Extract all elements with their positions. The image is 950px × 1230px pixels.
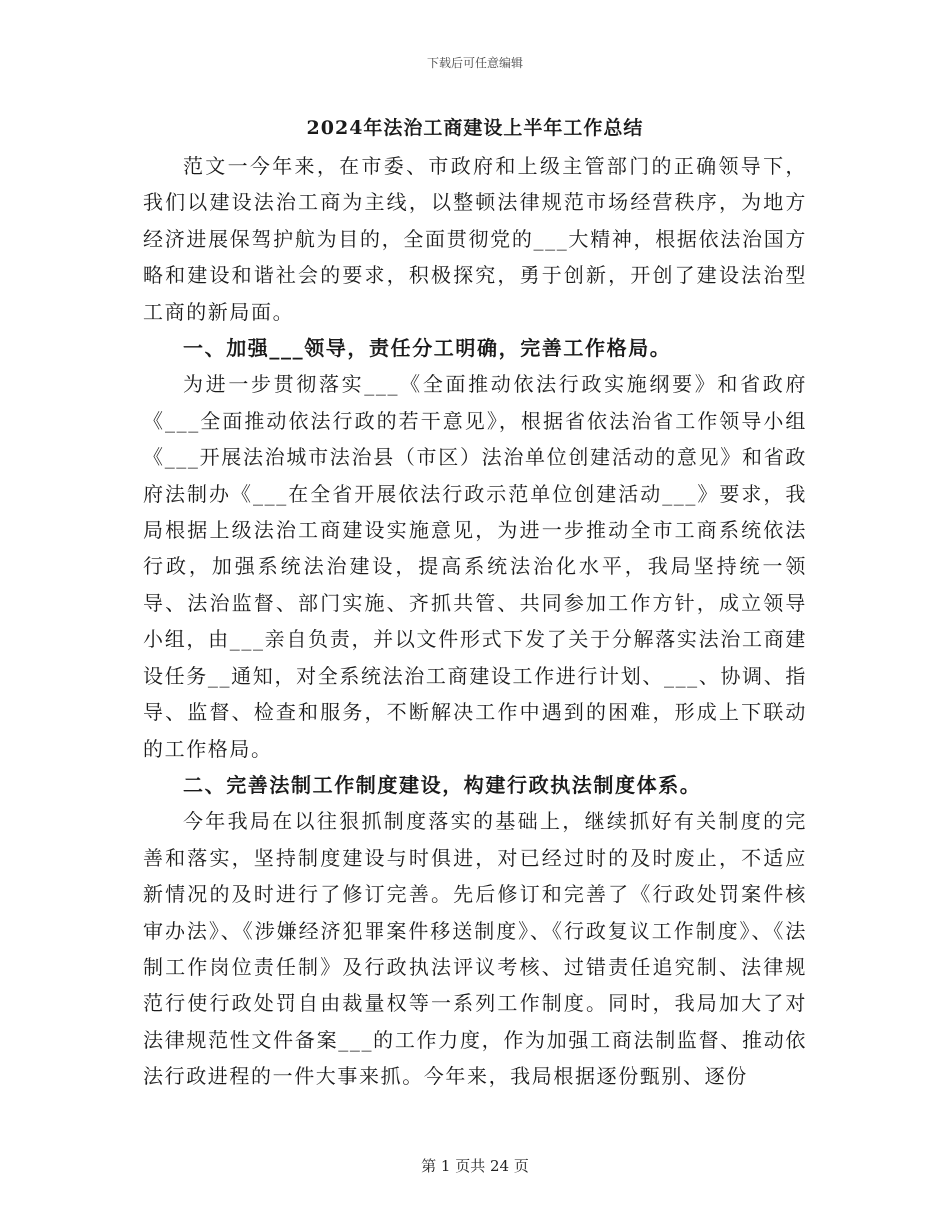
document-title: 2024年法治工商建设上半年工作总结 xyxy=(306,117,644,139)
page-header-note: 下载后可任意编辑 xyxy=(426,56,523,70)
paragraph-section-2: 今年我局在以往狠抓制度落实的基础上，继续抓好有关制度的完善和落实，坚持制度建设与时俱进，对已经过时的及时废止，不适应新情况的及时进行了修订完善。先后修订和完善了《行政处罚案件核审办法》、《涉嫌经济犯罪案件移送制度》、《行政复议工作制度》、《法制工作岗位责任制》及行政执法评议考核、过错责任追究制、法律规范行使行政处罚自由裁量权等一系列工作制度。同时，我局加大了对法律规范性文件备案___的工作力度，作为加强工商法制监督、推动依法行政进程的一件大事来抓。今年来，我局根据逐份甄别、逐份 xyxy=(143,809,807,1089)
page-number: 第 1 页共 24 页 xyxy=(421,1157,529,1175)
paragraph-section-1: 为进一步贯彻落实___《全面推动依法行政实施纲要》和省政府《___全面推动依法行政的若干意见》，根据省依法治省工作领导小组《___开展法治城市法治县（市区）法治单位创建活动的意见》和省政府法制办《___在全省开展依法行政示范单位创建活动___》要求，我局根据上级法治工商建设实施意见，为进一步推动全市工商系统依法行政，加强系统法治建设，提高系统法治化水平，我局坚持统一领导、法治监督、部门实施、齐抓共管、共同参加工作方针，成立领导小组，由___亲自负责，并以文件形式下发了关于分解落实法治工商建设任务__通知，对全系统法治工商建设工作进行计划、___、协调、指导、监督、检查和服务，不断解决工作中遇到的困难，形成上下联动的工作格局。 xyxy=(143,372,807,761)
section-heading-2: 二、完善法制工作制度建设，构建行政执法制度体系。 xyxy=(183,772,702,797)
document-body xyxy=(143,112,807,1095)
paragraph-intro: 范文一今年来，在市委、市政府和上级主管部门的正确领导下，我们以建设法治工商为主线，以整顿法律规范市场经营秩序，为地方经济进展保驾护航为目的，全面贯彻党的___大精神，根据依法治国方略和建设和谐社会的要求，积极探究，勇于创新，开创了建设法治型工商的新局面。 xyxy=(143,154,807,324)
section-heading-1: 一、加强___领导，责任分工明确，完善工作格局。 xyxy=(183,336,672,361)
